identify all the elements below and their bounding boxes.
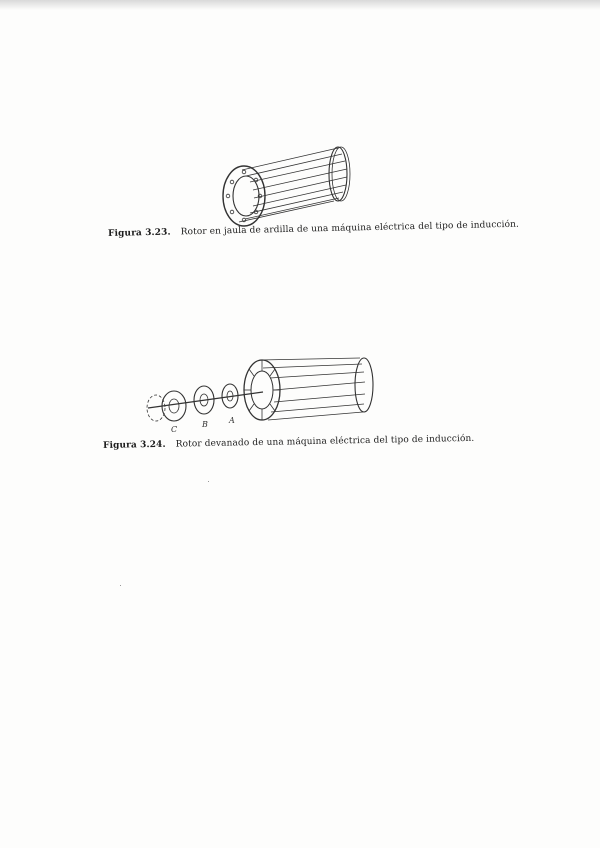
figure-3-23-label: Figura 3.23. — [108, 227, 171, 239]
figure-3-24-text: Rotor devanado de una máquina eléctrica del tipo de inducción. — [175, 433, 475, 450]
wound-rotor-illustration — [138, 350, 378, 440]
scan-speck — [120, 585, 121, 586]
figure-3-24-label: Figura 3.24. — [103, 439, 166, 451]
squirrel-cage-rotor-illustration — [220, 140, 355, 235]
part-label-b: B — [202, 420, 208, 429]
scan-edge — [0, 0, 600, 10]
part-label-a: A — [229, 416, 235, 425]
scan-speck — [208, 481, 209, 482]
part-label-c: C — [171, 425, 178, 434]
figure-3-23-text: Rotor en jaula de ardilla de una máquina eléctrica del tipo de inducción. — [180, 219, 520, 238]
